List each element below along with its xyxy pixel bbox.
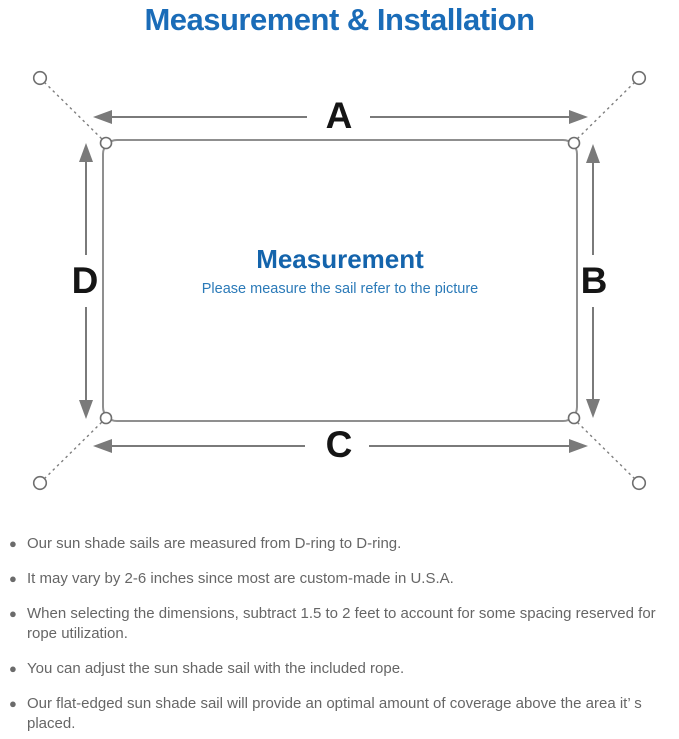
bullet-icon: ● [9, 536, 17, 551]
d-ring-icon-top-left [101, 138, 112, 149]
rope-line-top-right [574, 78, 639, 142]
dimension-label-d: D [71, 260, 99, 301]
arrowhead-right-icon [569, 110, 588, 124]
rope-line-bottom-right [574, 419, 639, 483]
notes-list [9, 534, 669, 739]
sail-center-subtitle: Please measure the sail refer to the picture [201, 281, 479, 297]
note-text: Our flat-edged sun shade sail will provide an optimal amount of coverage above the area it’ s placed. [27, 695, 642, 732]
dimension-label-c: C [325, 424, 353, 465]
bullet-icon: ● [9, 696, 17, 711]
bullet-icon: ● [9, 661, 17, 676]
bullet-icon: ● [9, 606, 17, 621]
rope-line-top-left [40, 78, 105, 142]
note-text: Our sun shade sails are measured from D-ring to D-ring. [27, 535, 402, 552]
arrowhead-down-icon [586, 399, 600, 418]
anchor-ring-icon-bottom-left [34, 477, 47, 490]
arrowhead-left-icon [93, 439, 112, 453]
bullet-icon: ● [9, 571, 17, 586]
anchor-ring-icon-bottom-right [633, 477, 646, 490]
note-item [9, 534, 669, 554]
anchor-ring-icon-top-right [633, 72, 646, 85]
rope-line-bottom-left [40, 419, 105, 483]
d-ring-icon-bottom-left [101, 413, 112, 424]
note-item [9, 604, 669, 644]
anchor-ring-icon-top-left [34, 72, 47, 85]
dimension-label-b: B [580, 260, 608, 301]
note-text: You can adjust the sun shade sail with the included rope. [27, 660, 405, 677]
note-item [9, 694, 669, 734]
note-text: When selecting the dimensions, subtract 1.5 to 2 feet to account for some spacing reserved for rope utilization. [27, 605, 656, 642]
arrowhead-up-icon [586, 144, 600, 163]
arrowhead-up-icon [79, 143, 93, 162]
note-item [9, 659, 669, 679]
dimension-label-a: A [325, 95, 353, 136]
d-ring-icon-bottom-right [569, 413, 580, 424]
sail-center-title: Measurement [256, 244, 424, 274]
arrowhead-left-icon [93, 110, 112, 124]
d-ring-icon-top-right [569, 138, 580, 149]
arrowhead-right-icon [569, 439, 588, 453]
page-title: Measurement & Installation [144, 2, 535, 37]
note-item [9, 569, 669, 589]
arrowhead-down-icon [79, 400, 93, 419]
note-text: It may vary by 2-6 inches since most are custom-made in U.S.A. [27, 570, 454, 587]
